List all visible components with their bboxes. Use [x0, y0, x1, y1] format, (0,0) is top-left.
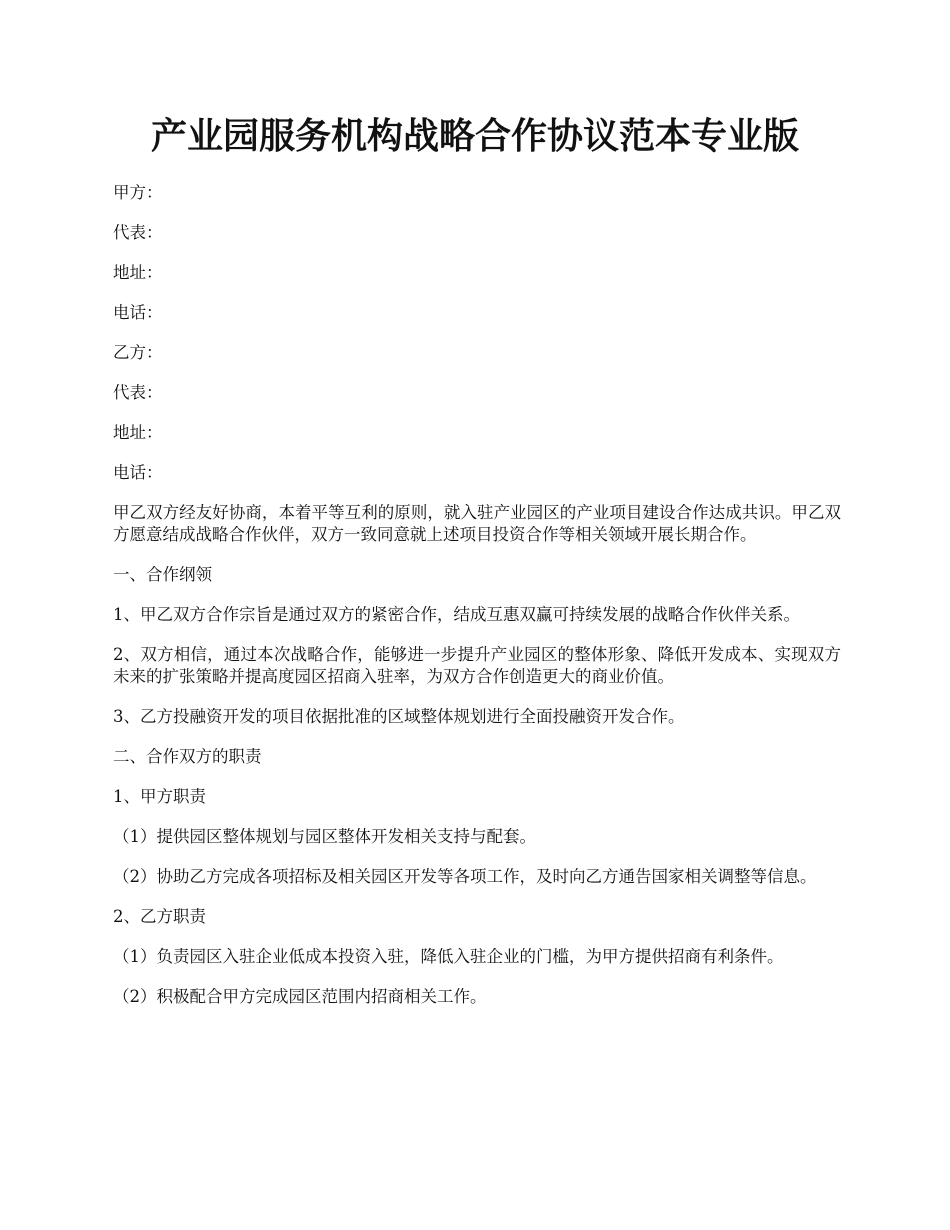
section-heading: 二、合作双方的职责 [113, 747, 262, 766]
subsection-heading: 2、乙方职责 [113, 907, 206, 926]
party-a-address: 地址： [113, 263, 163, 282]
party-b-representative: 代表： [113, 383, 163, 402]
clause-paragraph: 3、乙方投融资开发的项目依据批准的区域整体规划进行全面投融资开发合作。 [113, 707, 685, 726]
subsection-heading: 1、甲方职责 [113, 787, 206, 806]
clause-paragraph: （2）积极配合甲方完成园区范围内招商相关工作。 [113, 987, 487, 1006]
document-body [113, 182, 841, 1026]
clause-paragraph: 2、双方相信，通过本次战略合作，能够进一步提升产业园区的整体形象、降低开发成本、实现双方未来的扩张策略并提高度园区招商入驻率，为双方合作创造更大的商业价值。 [113, 645, 841, 686]
document-title: 产业园服务机构战略合作协议范本专业版 [150, 115, 799, 157]
clause-paragraph: （2）协助乙方完成各项招标及相关园区开发等各项工作，及时向乙方通告国家相关调整等信息。 [113, 867, 817, 886]
intro-paragraph: 甲乙双方经友好协商，本着平等互利的原则，就入驻产业园区的产业项目建设合作达成共识。甲乙双方愿意结成战略合作伙伴，双方一致同意就上述项目投资合作等相关领域开展长期合作。 [113, 503, 841, 544]
party-b-address: 地址： [113, 423, 163, 442]
party-a-phone: 电话： [113, 303, 163, 322]
party-b-label: 乙方： [113, 343, 163, 362]
clause-paragraph: 1、甲乙双方合作宗旨是通过双方的紧密合作，结成互惠双赢可持续发展的战略合作伙伴关系。 [113, 605, 800, 624]
party-a-representative: 代表： [113, 223, 163, 242]
section-heading: 一、合作纲领 [113, 565, 212, 584]
party-a-label: 甲方： [113, 183, 163, 202]
clause-paragraph: （1）负责园区入驻企业低成本投资入驻，降低入驻企业的门槛，为甲方提供招商有利条件。 [113, 947, 784, 966]
party-b-phone: 电话： [113, 463, 163, 482]
clause-paragraph: （1）提供园区整体规划与园区整体开发相关支持与配套。 [113, 827, 536, 846]
